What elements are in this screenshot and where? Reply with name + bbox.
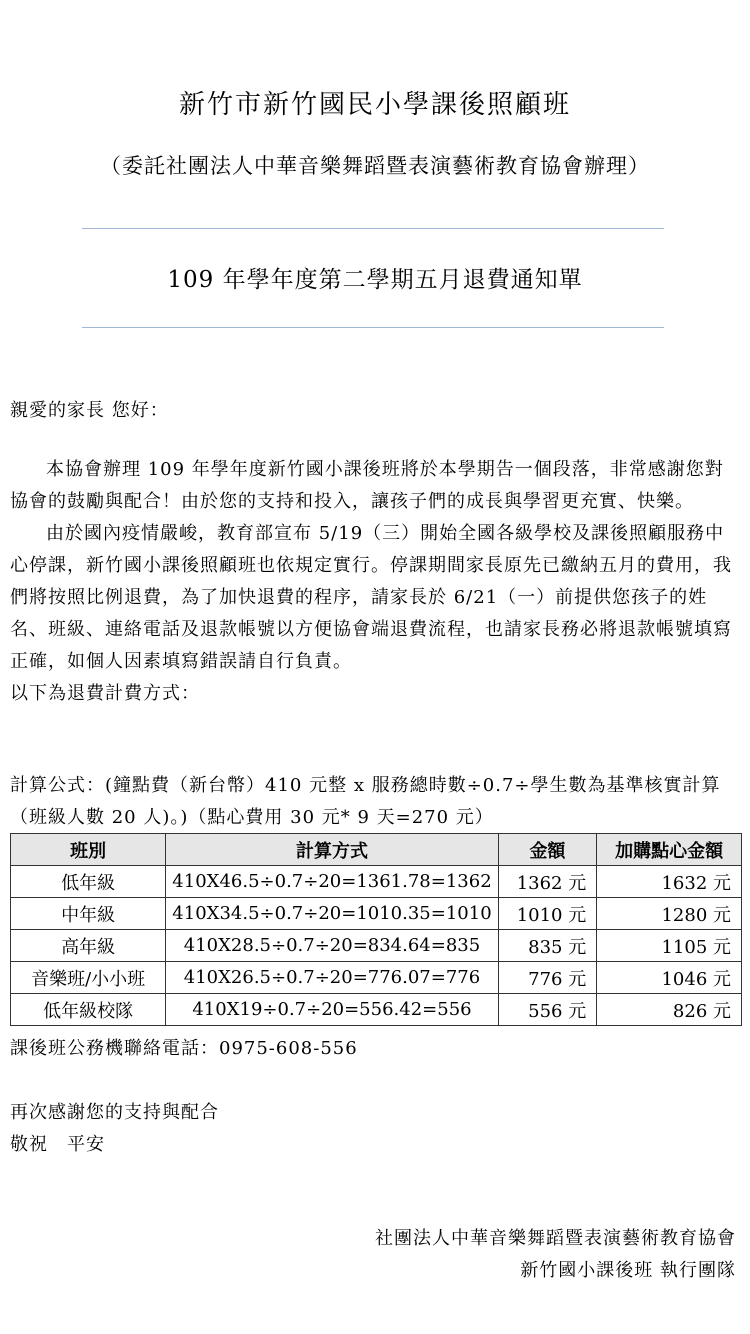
amount-cell: 1010 元 [498,898,597,930]
divider-bottom [82,327,664,328]
table-row [11,994,742,1026]
closing-regards: 敬祝 平安 [10,1134,105,1155]
notice-title: 109 年學年度第二學期五月退費通知單 [167,267,583,293]
formula-block [10,770,740,834]
divider-top [82,228,664,229]
table-row [11,898,742,930]
header-class: 班別 [11,834,166,866]
paragraph-method: 以下為退費計費方式： [10,683,200,704]
table-header-row [11,834,742,866]
amount-cell: 835 元 [498,930,597,962]
amount-cell: 776 元 [498,962,597,994]
calculation-cell: 410X28.5÷0.7÷20=834.64=835 [166,930,498,962]
class-cell: 高年級 [11,930,166,962]
class-cell: 低年級 [11,866,166,898]
table-row [11,866,742,898]
header-snack-amount: 加購點心金額 [597,834,742,866]
snack-amount-cell: 1046 元 [597,962,742,994]
table-row [11,930,742,962]
amount-cell: 1362 元 [498,866,597,898]
class-cell: 中年級 [11,898,166,930]
amount-cell: 556 元 [498,994,597,1026]
closing-thanks: 再次感謝您的支持與配合 [10,1102,219,1123]
fee-formula: 計算公式：(鐘點費（新台幣）410 元整 x 服務總時數÷0.7÷學生數為基準核實計算（班級人數 20 人)。)（點心費用 30 元* 9 天=270 元） [10,775,721,828]
table-row [11,962,742,994]
contact-phone: 課後班公務機聯絡電話：0975-608-556 [10,1038,358,1059]
calculation-cell: 410X46.5÷0.7÷20=1361.78=1362 [166,866,498,898]
signature-org: 社團法人中華音樂舞蹈暨表演藝術教育協會 [375,1228,736,1249]
letter-body [10,454,740,710]
paragraph-intro: 本協會辦理 109 年學年度新竹國小課後班將於本學期告一個段落，非常感謝您對協會的鼓勵與配合！由於您的支持和投入，讓孩子們的成長與學習更充實、快樂。 [10,459,724,512]
calculation-cell: 410X34.5÷0.7÷20=1010.35=1010 [166,898,498,930]
signature-team: 新竹國小課後班 執行團隊 [520,1260,736,1281]
header-amount: 金額 [498,834,597,866]
snack-amount-cell: 1280 元 [597,898,742,930]
snack-amount-cell: 826 元 [597,994,742,1026]
snack-amount-cell: 1632 元 [597,866,742,898]
snack-amount-cell: 1105 元 [597,930,742,962]
fee-table [10,833,742,1026]
page-subtitle: （委託社團法人中華音樂舞蹈暨表演藝術教育協會辦理） [100,154,650,178]
calculation-cell: 410X19÷0.7÷20=556.42=556 [166,994,498,1026]
page-title: 新竹市新竹國民小學課後照顧班 [178,90,571,120]
class-cell: 音樂班/小小班 [11,962,166,994]
greeting: 親愛的家長 您好： [10,400,169,421]
paragraph-refund: 由於國內疫情嚴峻，教育部宣布 5/19（三）開始全國各級學校及課後照顧服務中心停課，新竹國小課後照顧班也依規定實行。停課期間家長原先已繳納五月的費用，我們將按照比例退費，為了加快退費的程序，請家長於 6/21（一）前提供您孩子的姓名、班級、連絡電話及退款帳號以方便協會端退費流程，也請家長務必將退款帳號填寫正確，如個人因素填寫錯誤請自行負責。 [10,523,732,672]
calculation-cell: 410X26.5÷0.7÷20=776.07=776 [166,962,498,994]
header-calculation: 計算方式 [166,834,498,866]
class-cell: 低年級校隊 [11,994,166,1026]
